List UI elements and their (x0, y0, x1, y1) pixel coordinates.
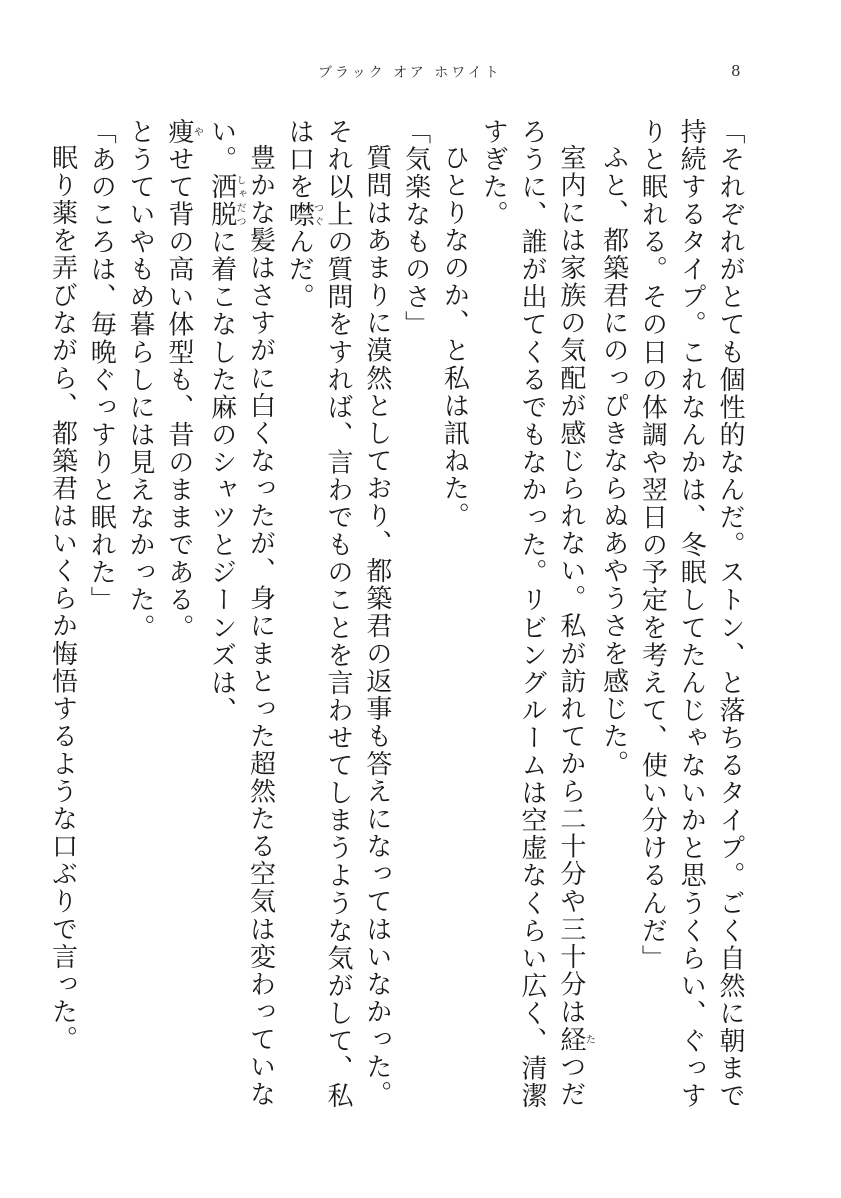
paragraph: 「あのころは、毎晩ぐっすりと眠れた」 (86, 118, 117, 614)
ruby-base: 痩 (163, 118, 194, 146)
page-number: 8 (731, 62, 741, 80)
ruby-annotation (284, 200, 323, 229)
paragraph: とうていやもめ暮らしには見えなかった。 (125, 118, 156, 642)
page-header (0, 62, 841, 86)
text-run: に着こなした麻のシャツとジーンズは、 (206, 228, 237, 725)
ruby-annotation (163, 118, 203, 146)
ruby-reading: つぐ (311, 200, 323, 229)
ruby-reading: しゃだつ (234, 173, 246, 229)
paragraph (473, 118, 593, 1118)
paragraph: 眠り薬を弄びながら、都築君はいくらか悔悟するような口ぶりで言った。 (47, 144, 78, 1054)
ruby-annotation (206, 173, 246, 229)
paragraph (279, 118, 395, 1118)
paragraph: ふと、都築君にのっぴきならぬあやうさを感じた。 (598, 144, 629, 778)
ruby-reading: た (583, 1025, 595, 1054)
ruby-reading: や (191, 118, 203, 146)
running-title: ブラック オア ホワイト (318, 65, 502, 81)
text-run: 豊かな髪はさすがに白くなったが、身にまとった超然たる空気は変わっていない。 (206, 118, 276, 1109)
text-run: 質問はあまりに漠然としており、都築君の返事も答えになってはいなかった。それ以上の質問をすれば、言わでものことを言わせてしまうような気がして、私は口を (284, 118, 392, 1110)
ruby-base: 経 (555, 1025, 586, 1054)
paragraph (159, 118, 202, 1118)
text-run: 室内には家族の気配が感じられない。私が訪れてから二十分や三十分は (555, 144, 586, 1026)
ruby-annotation (555, 1025, 595, 1054)
text-run: つだろうに、誰が出てくるでもなかった。リビングルームは空虚なくらい広く、清潔すぎた。 (478, 118, 586, 1110)
body-text (47, 118, 749, 1118)
text-run: んだ。 (284, 228, 315, 311)
paragraph: ひとりなのか、と私は訊ねた。 (439, 144, 470, 530)
ruby-base: 洒脱 (206, 173, 237, 229)
paragraph: 「それぞれがとても個性的なんだ。ストン、と落ちるタイプ。ごく自然に朝まで持続するタイプ。これなんかは、冬眠してたんじゃないかと思うくらい、ぐっすりと眠れる。その日の体調や翌日の予定を考えて、使い分けるんだ」 (637, 118, 745, 1110)
paragraph: 「気楽なものさ」 (400, 118, 431, 339)
paragraph (202, 118, 280, 1118)
text-run: せて背の高い体型も、昔のままである。 (163, 145, 194, 642)
ruby-base: 噤 (284, 200, 315, 229)
